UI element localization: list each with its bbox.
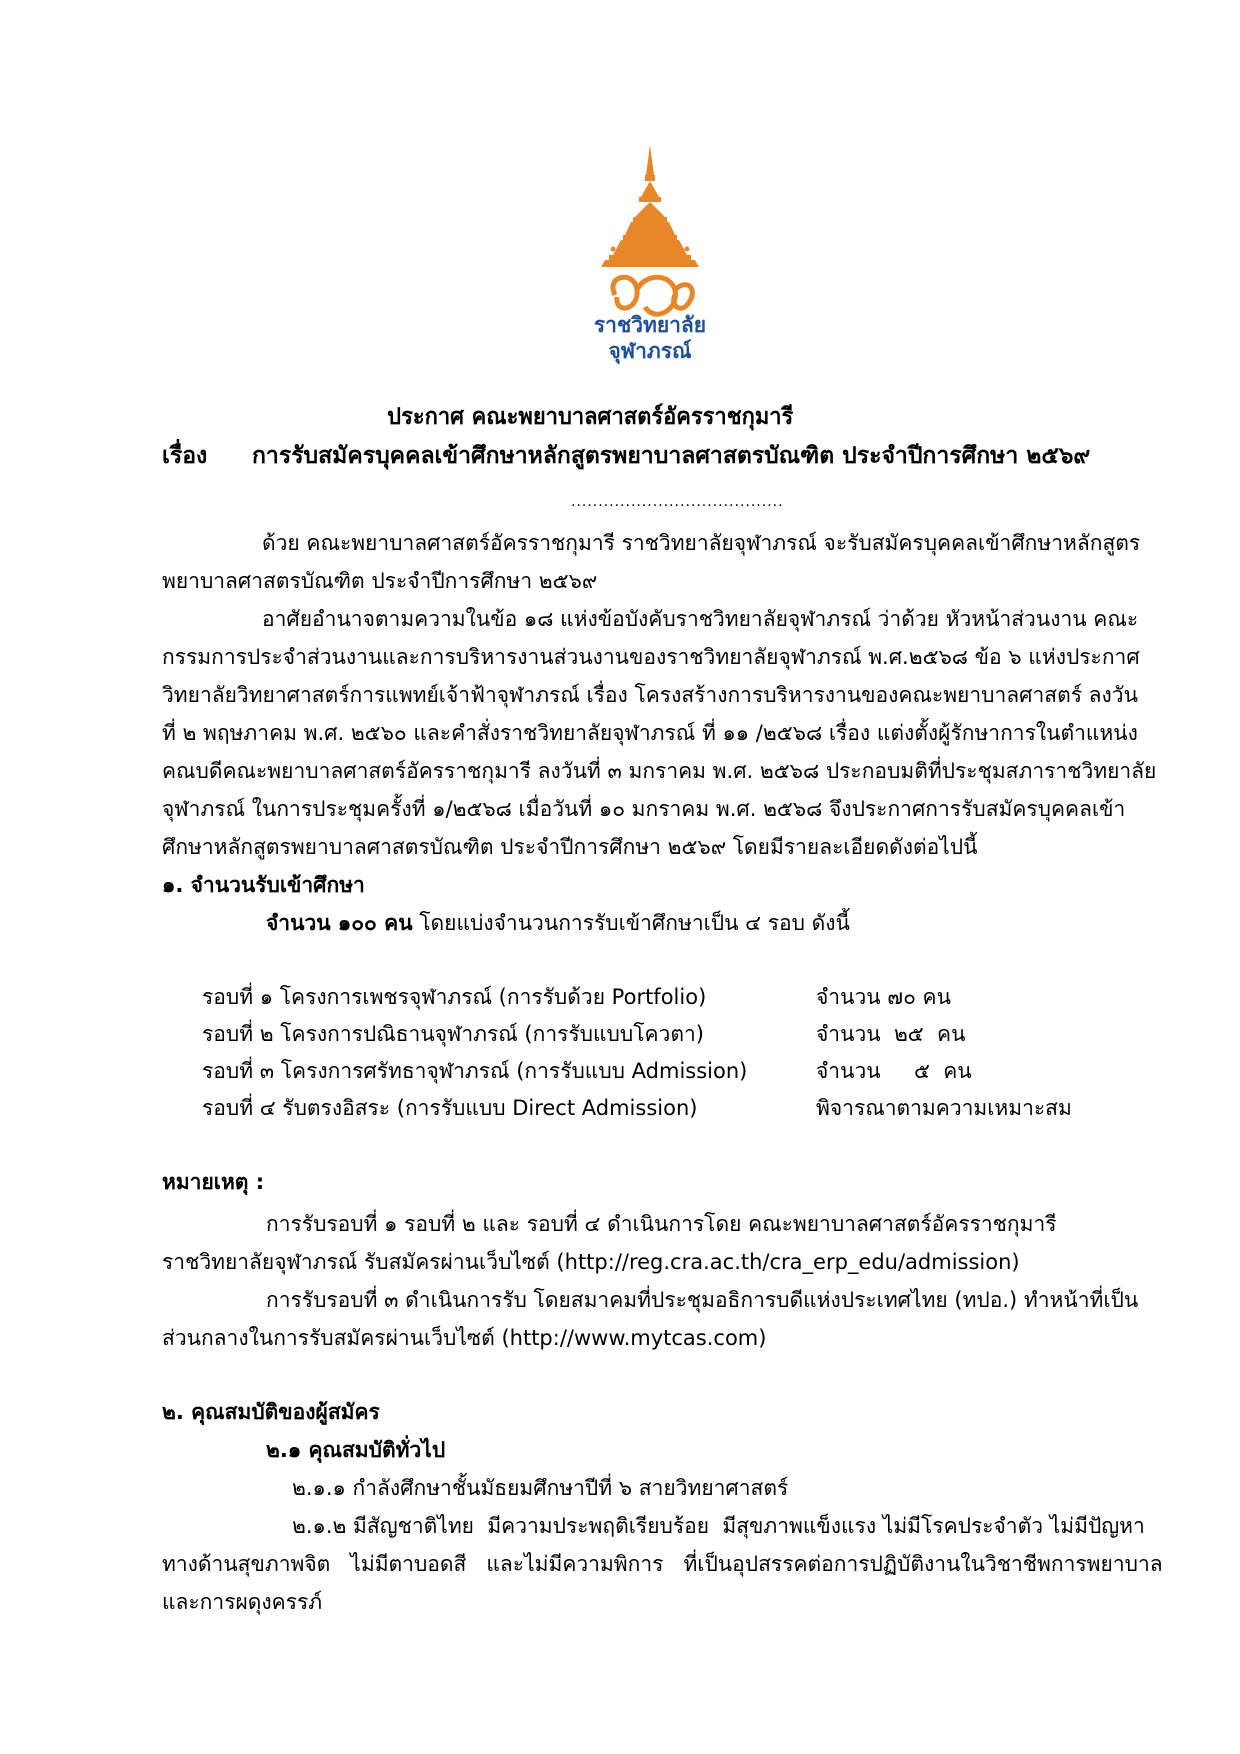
intro-p2-line1: อาศัยอำนาจตามความในข้อ ๑๘ แห่งข้อบังคับราชวิทยาลัยจุฬาภรณ์ ว่าด้วย หัวหน้าส่วนงาน คณะ [262,607,1139,631]
round-3-amount: จำนวน ๕ คน [816,1059,972,1083]
round-4-amount: พิจารณาตามความเหมาะสม [816,1096,1072,1120]
note2-line1: การรับรอบที่ ๓ ดำเนินการรับ โดยสมาคมที่ประชุมอธิการบดีแห่งประเทศไทย (ทปอ.) ทำหน้าที่เป็น [266,1288,1139,1312]
note-heading: หมายเหตุ : [162,1170,265,1194]
intro-p2-line3: วิทยาลัยวิทยาศาสตร์การแพทย์เจ้าฟ้าจุฬาภรณ์ เรื่อง โครงสร้างการบริหารงานของคณะพยาบาลศาสตร์ ลงวัน [162,683,1138,707]
subject-label: เรื่อง [162,443,208,469]
section1-total [266,908,850,938]
college-logo [575,145,725,385]
round-1-amount: จำนวน ๗๐ คน [816,985,951,1009]
subject-text: การรับสมัครบุคคลเข้าศึกษาหลักสูตรพยาบาลศาสตรบัณฑิต ประจำปีการศึกษา ๒๕๖๙ [252,443,1091,469]
section2-item2-line2: ทางด้านสุขภาพจิต ไม่มีตาบอดสี และไม่มีความพิการ ที่เป็นอุปสรรคต่อการปฏิบัติงานในวิชาชีพการพยาบาล [162,1552,1163,1576]
intro-p2-line4: ที่ ๒ พฤษภาคม พ.ศ. ๒๕๖๐ และคำสั่งราชวิทยาลัยจุฬาภรณ์ ที่ ๑๑ /๒๕๖๘ เรื่อง แต่งตั้งผู้รักษาการในตำแหน่ง [162,721,1138,745]
section1-heading: ๑. จำนวนรับเข้าศึกษา [162,873,365,897]
intro-p1-line1: ด้วย คณะพยาบาลศาสตร์อัครราชกุมารี ราชวิทยาลัยจุฬาภรณ์ จะรับสมัครบุคคลเข้าศึกษาหลักสูตร [262,531,1141,555]
crown-emblem-icon [575,145,725,330]
round-4-name: รอบที่ ๔ รับตรงอิสระ (การรับแบบ Direct Admission) [202,1096,698,1120]
announcement-title: ประกาศ คณะพยาบาลศาสตร์อัครราชกุมารี [387,404,794,430]
intro-p2-line5: คณบดีคณะพยาบาลศาสตร์อัครราชกุมารี ลงวันที่ ๓ มกราคม พ.ศ. ๒๕๖๘ ประกอบมติที่ประชุมสภาราชวิทยาลัย [162,759,1157,783]
total-count: จำนวน ๑๐๐ คน [266,911,413,935]
intro-p2-line7: ศึกษาหลักสูตรพยาบาลศาสตรบัณฑิต ประจำปีการศึกษา ๒๕๖๙ โดยมีรายละเอียดดังต่อไปนี้ [162,835,978,859]
round-2-amount: จำนวน ๒๕ คน [816,1022,966,1046]
note2-line2: ส่วนกลางในการรับสมัครผ่านเว็บไซต์ (http://www.mytcas.com) [162,1326,767,1350]
intro-p2-line2: กรรมการประจำส่วนงานและการบริหารงานส่วนงานของราชวิทยาลัยจุฬาภรณ์ พ.ศ.๒๕๖๘ ข้อ ๖ แห่งประกาศ [162,645,1140,669]
logo-name-line2: จุฬาภรณ์ [608,339,692,363]
section2-subheading: ๒.๑ คุณสมบัติทั่วไป [266,1438,446,1462]
round-2-name: รอบที่ ๒ โครงการปณิธานจุฬาภรณ์ (การรับแบบโควตา) [202,1022,704,1046]
note1-line1: การรับรอบที่ ๑ รอบที่ ๒ และ รอบที่ ๔ ดำเนินการโดย คณะพยาบาลศาสตร์อัครราชกุมารี [266,1212,1057,1236]
section2-heading: ๒. คุณสมบัติของผู้สมัคร [162,1400,380,1424]
section2-item2-line1: ๒.๑.๒ มีสัญชาติไทย มีความประพฤติเรียบร้อย มีสุขภาพแข็งแรง ไม่มีโรคประจำตัว ไม่มีปัญหา [292,1514,1145,1538]
total-description: โดยแบ่งจำนวนการรับเข้าศึกษาเป็น ๔ รอบ ดังนี้ [412,911,850,935]
separator-dots: ....................................... [571,494,784,510]
round-1-name: รอบที่ ๑ โครงการเพชรจุฬาภรณ์ (การรับด้วย Portfolio) [202,985,707,1009]
logo-name-line1: ราชวิทยาลัย [593,313,707,337]
round-3-name: รอบที่ ๓ โครงการศรัทธาจุฬาภรณ์ (การรับแบบ Admission) [202,1059,748,1083]
section2-item1: ๒.๑.๑ กำลังศึกษาชั้นมัธยมศึกษาปีที่ ๖ สายวิทยาศาสตร์ [292,1476,789,1500]
note1-line2: ราชวิทยาลัยจุฬาภรณ์ รับสมัครผ่านเว็บไซต์ (http://reg.cra.ac.th/cra_erp_edu/admission) [162,1250,1020,1274]
section2-item2-line3: และการผดุงครรภ์ [162,1590,323,1614]
intro-p2-line6: จุฬาภรณ์ ในการประชุมครั้งที่ ๑/๒๕๖๘ เมื่อวันที่ ๑๐ มกราคม พ.ศ. ๒๕๖๘ จึงประกาศการรับสมัครบุคคลเข้า [162,797,1126,821]
intro-p1-line2: พยาบาลศาสตรบัณฑิต ประจำปีการศึกษา ๒๕๖๙ [162,569,598,593]
